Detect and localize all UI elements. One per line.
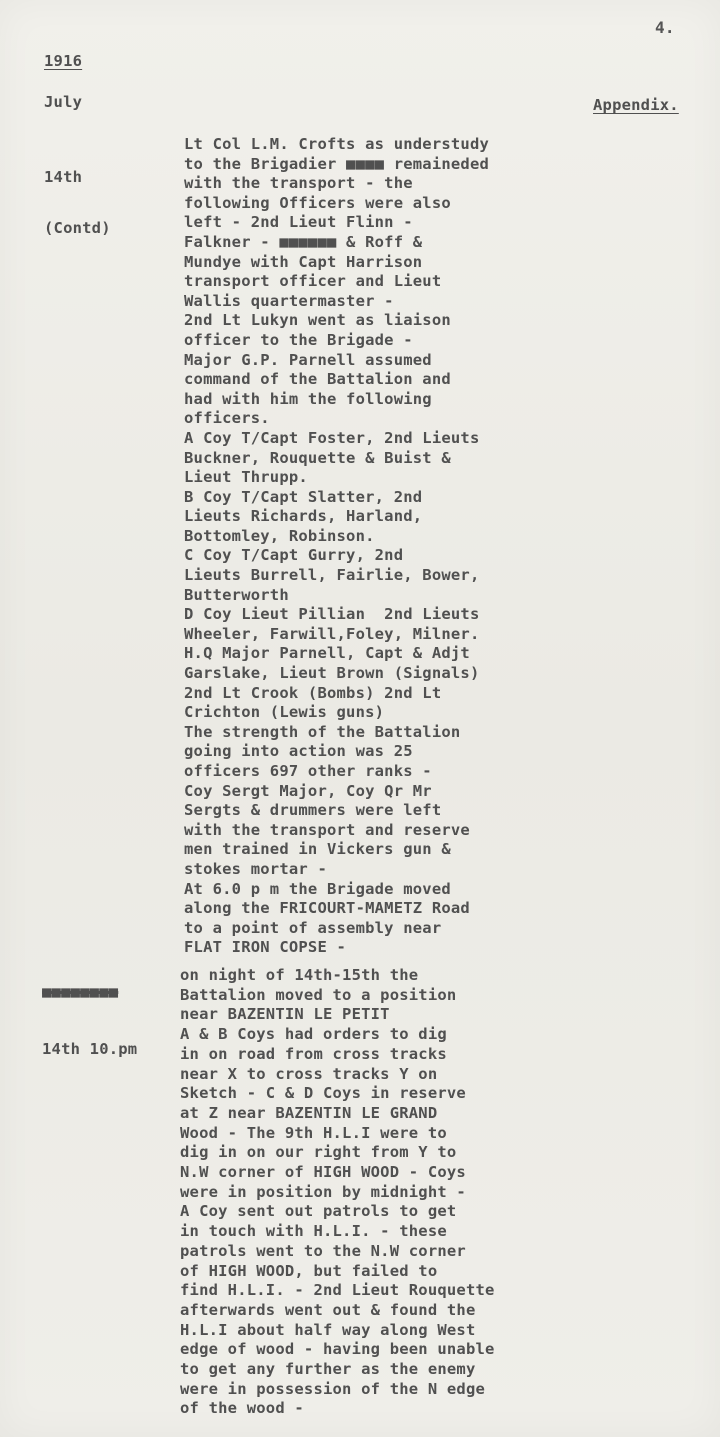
text-line: near BAZENTIN LE PETIT [180,1005,390,1024]
struck-date: ■■■■■■■■ [42,983,119,1001]
text-line: officers. [184,409,270,428]
text-line: find H.L.I. - 2nd Lieut Rouquette [180,1281,495,1300]
text-line: of HIGH WOOD, but failed to [180,1261,438,1280]
entry-date [42,945,137,1097]
text-line: were in possession of the N edge [180,1379,486,1398]
text-line: Lieut Thrupp. [184,468,308,487]
text-line: A Coy T/Capt Foster, 2nd Lieuts [184,428,480,447]
text-line: Lt Col L.M. Crofts as understudy [184,135,490,153]
text-line: Coy Sergt Major, Coy Qr Mr [184,781,432,800]
text-line: to a point of assembly near [184,918,442,937]
text-line: Sketch - C & D Coys in reserve [180,1084,466,1103]
text-line: with the transport and reserve [184,820,470,839]
text-line: to the Brigadier ■■■■ remaineded [184,154,490,173]
text-line: N.W corner of HIGH WOOD - Coys [180,1163,466,1182]
text-line: to get any further as the enemy [180,1360,476,1379]
text-line: Bottomley, Robinson. [184,526,375,545]
text-line: in touch with H.L.I. - these [180,1222,447,1241]
text-line: H.L.I about half way along West [180,1320,476,1339]
text-line: A & B Coys had orders to dig [180,1025,447,1044]
text-line: Battalion moved to a position [180,985,457,1004]
text-line: FLAT IRON COPSE - [184,938,347,957]
text-line: A Coy sent out patrols to get [180,1202,457,1221]
text-line: had with him the following [184,389,432,408]
text-line: dig in on our right from Y to [180,1143,457,1162]
text-line: Lieuts Richards, Harland, [184,507,423,526]
text-line: officer to the Brigade - [184,330,413,349]
text-line: Sergts & drummers were left [184,801,442,820]
month-heading: July [44,93,83,111]
text-line: at Z near BAZENTIN LE GRAND [180,1103,438,1122]
appendix-label: Appendix. [593,96,679,114]
text-line: 2nd Lt Lukyn went as liaison [184,311,451,330]
page-number: 4. [655,18,675,37]
text-line: D Coy Lieut Pillian 2nd Lieuts [184,605,480,624]
text-line: on night of 14th-15th the [180,966,419,984]
text-line: C Coy T/Capt Gurry, 2nd [184,546,404,565]
text-line: Mundye with Capt Harrison [184,252,423,271]
text-line: near X to cross tracks Y on [180,1064,438,1083]
text-line: following Officers were also [184,193,451,212]
entry-text [180,966,495,1419]
text-line: Wheeler, Farwill,Foley, Milner. [184,624,480,643]
text-line: in on road from cross tracks [180,1044,447,1063]
text-line: going into action was 25 [184,742,413,761]
text-line: Wallis quartermaster - [184,291,394,310]
text-line: of the wood - [180,1399,304,1418]
text-line: At 6.0 p m the Brigade moved [184,879,451,898]
text-line: along the FRICOURT-MAMETZ Road [184,899,470,918]
text-line: stokes mortar - [184,859,327,878]
text-line: Major G.P. Parnell assumed [184,350,432,369]
text-line: transport officer and Lieut [184,272,442,291]
text-line: left - 2nd Lieut Flinn - [184,213,413,232]
entry-date [44,135,111,271]
text-line: afterwards went out & found the [180,1300,476,1319]
text-line: were in position by midnight - [180,1182,466,1201]
text-line: Wood - The 9th H.L.I were to [180,1123,447,1142]
text-line: Falkner - ■■■■■■ & Roff & [184,232,423,251]
text-line: with the transport - the [184,174,413,193]
date-line: (Contd) [44,219,111,237]
text-line: The strength of the Battalion [184,722,461,741]
text-line: B Coy T/Capt Slatter, 2nd [184,487,423,506]
text-line: command of the Battalion and [184,370,451,389]
date-line: 14th 10.pm [42,1040,138,1058]
text-line: patrols went to the N.W corner [180,1241,466,1260]
text-line: officers 697 other ranks - [184,762,432,780]
text-line: Buckner, Rouquette & Buist & [184,448,451,467]
text-line: Garslake, Lieut Brown (Signals) [184,664,480,683]
text-line: Lieuts Burrell, Fairlie, Bower, [184,566,480,585]
text-line: H.Q Major Parnell, Capt & Adjt [184,644,470,663]
year-heading: 1916 [44,52,83,70]
date-line: 14th [44,168,83,186]
text-line: 2nd Lt Crook (Bombs) 2nd Lt [184,683,442,702]
entry-text [184,135,489,958]
text-line: Crichton (Lewis guns) [184,703,385,722]
text-line: men trained in Vickers gun & [184,840,451,859]
text-line: Butterworth [184,585,289,604]
text-line: edge of wood - having been unable [180,1340,495,1359]
